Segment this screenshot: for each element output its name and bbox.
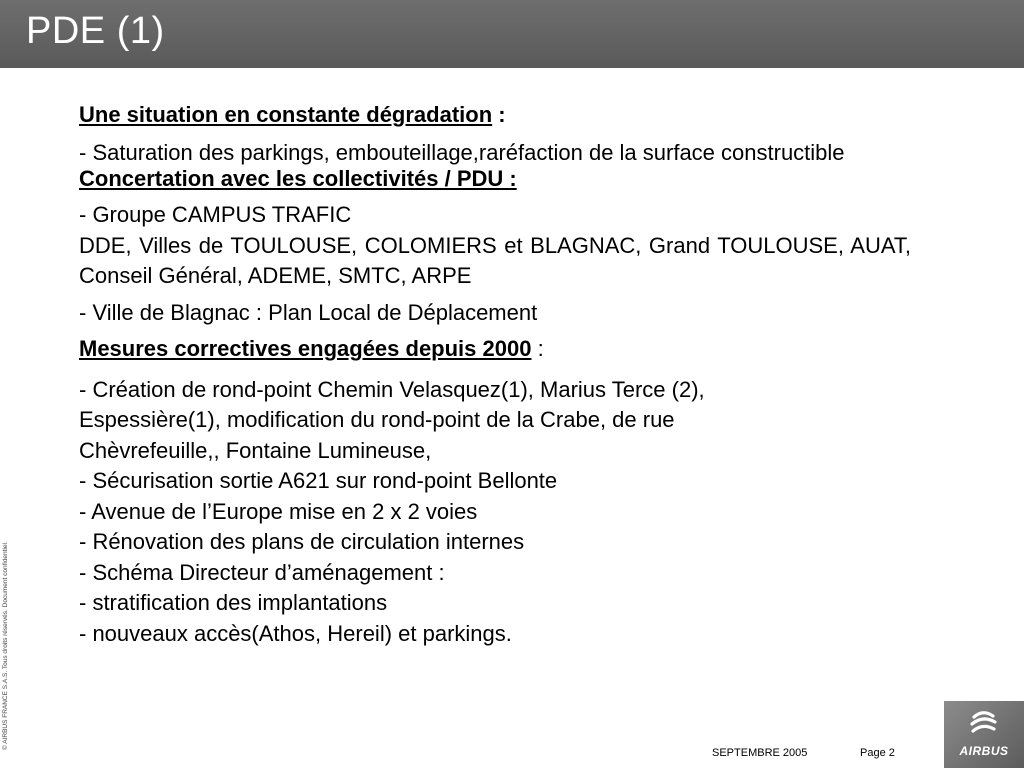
section1-heading-text: Une situation en constante dégradation [79,102,493,127]
slide-title: PDE (1) [26,10,165,52]
section3-heading-suffix: : [531,336,544,361]
airbus-logo-icon [964,707,1002,741]
section3-item-2: - Sécurisation sortie A621 sur rond-point Bellonte [79,468,558,493]
section3-heading-text: Mesures correctives engagées depuis 2000 [79,336,532,361]
section2-line-1: - Groupe CAMPUS TRAFIC [79,202,352,227]
section3-item-1: - Création de rond-point Chemin Velasquez(1), Marius Terce (2), Espessière(1), modification du rond-point de la Crabe, de rue Chèvrefeuille,, Fontaine Lumineuse, [79,376,705,463]
page-number: Page 2 [860,747,895,759]
footer-date: SEPTEMBRE 2005 [712,747,808,759]
title-bar [0,0,1024,68]
section2-heading [79,164,911,195]
section2-line-2: DDE, Villes de TOULOUSE, COLOMIERS et BLAGNAC, Grand TOULOUSE, AUAT, Conseil Général, ADEME, SMTC, ARPE [79,232,911,288]
section3-item-5: - Schéma Directeur d’aménagement : [79,559,445,585]
section1-heading [79,100,911,131]
section1-heading-suffix: : [492,102,506,127]
logo-text: AIRBUS [959,744,1009,758]
airbus-logo [944,701,1024,768]
section3-heading [79,334,911,365]
section1-line: - Saturation des parkings, embouteillage,raréfaction de la surface constructible [79,139,845,165]
section2-line-3: - Ville de Blagnac : Plan Local de Déplacement [79,299,538,325]
section2-heading-text: Concertation avec les collectivités / PDU : [79,165,517,191]
slide-content [79,100,911,649]
section3-item-4: - Rénovation des plans de circulation internes [79,529,525,554]
section3-item-6: - stratification des implantations [79,590,388,615]
copyright-note: © AIRBUS FRANCE S.A.S. Tous droits réservés. Document confidentiel. [2,541,9,750]
section3-item-7: - nouveaux accès(Athos, Hereil) et parkings. [79,620,512,646]
section3-item-3: - Avenue de l’Europe mise en 2 x 2 voies [79,498,478,524]
